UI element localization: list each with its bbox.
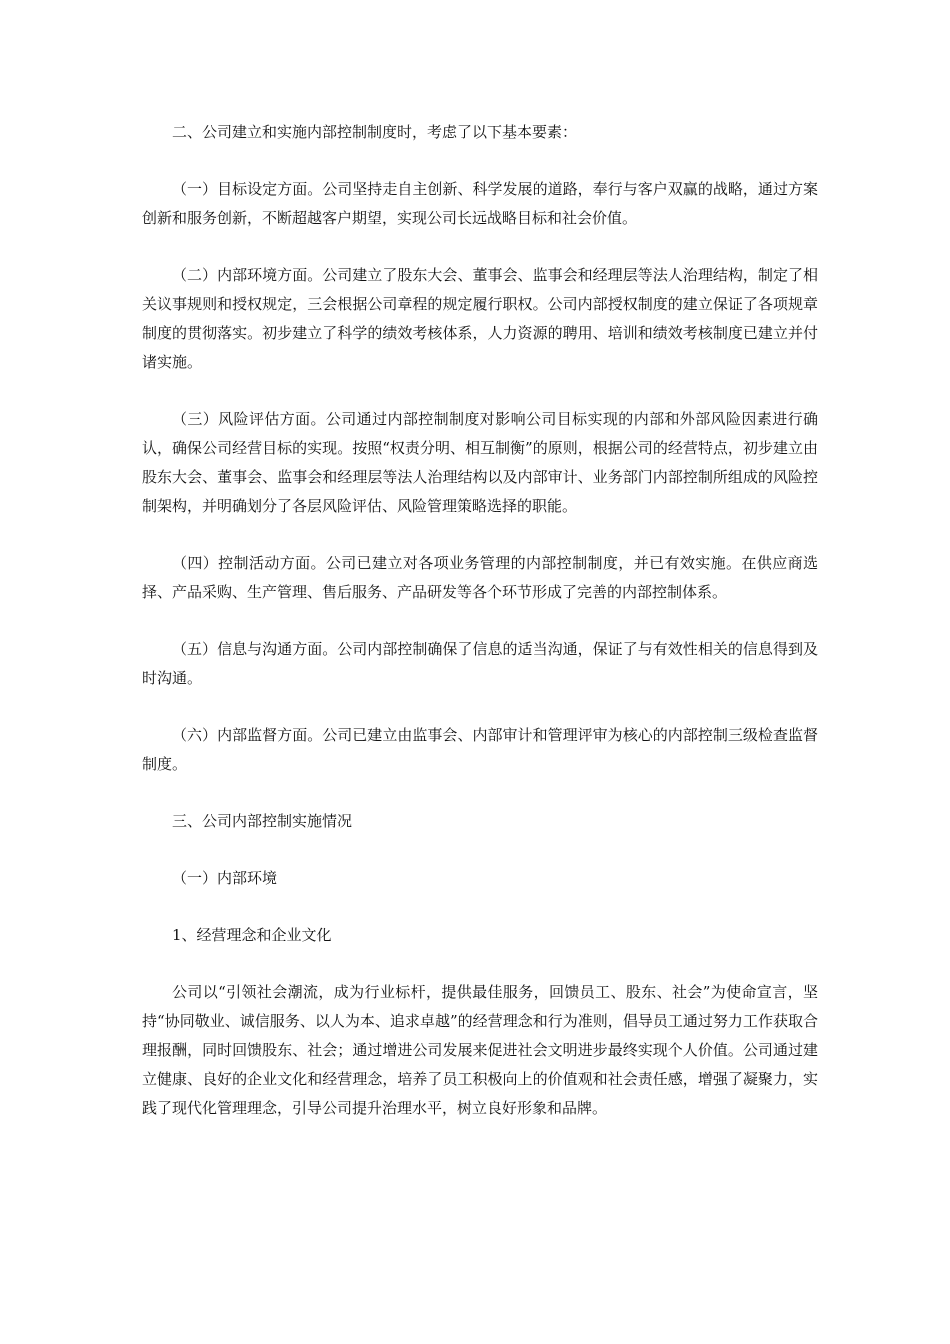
section-heading-implementation: 三、公司内部控制实施情况 [172, 812, 353, 830]
paragraph-risk-assessment: （三）风险评估方面。公司通过内部控制制度对影响公司目标实现的内部和外部风险因素进行确认，确保公司经营目标的实现。按照“权责分明、相互制衡”的原则，根据公司的经营特点，初步建立由股东大会、董事会、监事会和经理层等法人治理结构以及内部审计、业务部门内部控制所组成的风险控制架构，并明确划分了各层风险评估、风险管理策略选择的职能。 [142, 410, 818, 515]
item-heading-business-philosophy: 1、经营理念和企业文化 [172, 926, 332, 944]
document-body [142, 118, 818, 1123]
paragraph-internal-supervision: （六）内部监督方面。公司已建立由监事会、内部审计和管理评审为核心的内部控制三级检查监督制度。 [142, 726, 818, 773]
paragraph-control-activities: （四）控制活动方面。公司已建立对各项业务管理的内部控制制度，并已有效实施。在供应商选择、产品采购、生产管理、售后服务、产品研发等各个环节形成了完善的内部控制体系。 [142, 554, 818, 601]
paragraph-objective-setting: （一）目标设定方面。公司坚持走自主创新、科学发展的道路，奉行与客户双赢的战略，通过方案创新和服务创新，不断超越客户期望，实现公司长远战略目标和社会价值。 [142, 180, 818, 227]
paragraph-corporate-culture: 公司以“引领社会潮流，成为行业标杆，提供最佳服务，回馈员工、股东、社会”为使命宣言，坚持“协同敬业、诚信服务、以人为本、追求卓越”的经营理念和行为准则，倡导员工通过努力工作获取合理报酬，同时回馈股东、社会；通过增进公司发展来促进社会文明进步最终实现个人价值。公司通过建立健康、良好的企业文化和经营理念，培养了员工积极向上的价值观和社会责任感，增强了凝聚力，实践了现代化管理理念，引导公司提升治理水平，树立良好形象和品牌。 [142, 983, 818, 1117]
section-heading-basic-elements: 二、公司建立和实施内部控制制度时，考虑了以下基本要素： [172, 123, 578, 141]
paragraph-internal-environment: （二）内部环境方面。公司建立了股东大会、董事会、监事会和经理层等法人治理结构，制定了相关议事规则和授权规定，三会根据公司章程的规定履行职权。公司内部授权制度的建立保证了各项规章制度的贯彻落实。初步建立了科学的绩效考核体系，人力资源的聘用、培训和绩效考核制度已建立并付诸实施。 [142, 266, 818, 371]
subsection-heading-internal-environment: （一）内部环境 [172, 869, 278, 887]
paragraph-information-communication: （五）信息与沟通方面。公司内部控制确保了信息的适当沟通，保证了与有效性相关的信息得到及时沟通。 [142, 640, 818, 687]
